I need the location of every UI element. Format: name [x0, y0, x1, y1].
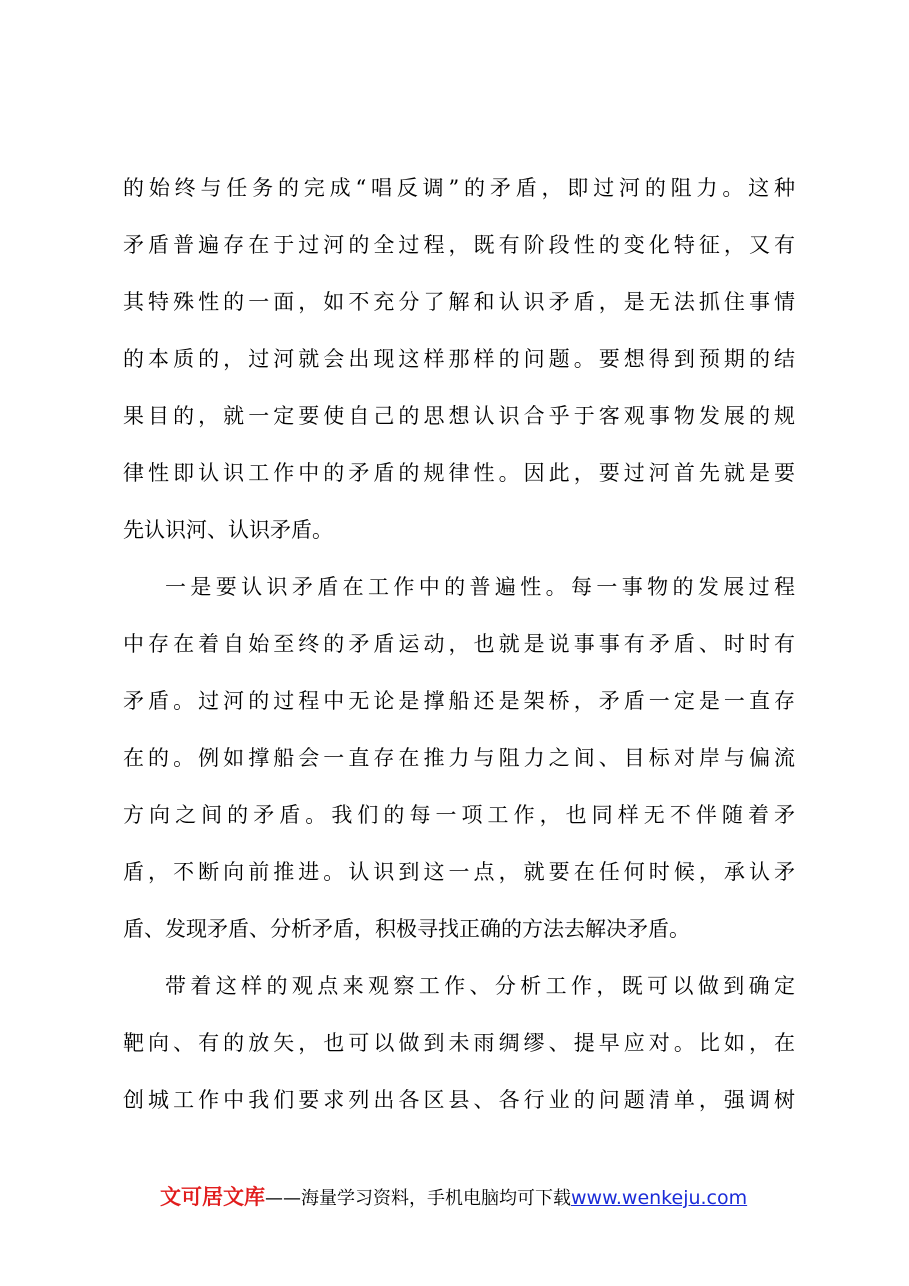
document-body: [123, 160, 795, 1129]
text-line: 其特殊性的一面，如不充分了解和认识矛盾，是无法抓住事情: [123, 290, 795, 314]
text-line: 中存在着自始至终的矛盾运动，也就是说事事有矛盾、时时有: [123, 632, 795, 656]
text-line: 在的。例如撑船会一直存在推力与阻力之间、目标对岸与偏流: [123, 746, 795, 770]
text-line: 矛盾普遍存在于过河的全过程，既有阶段性的变化特征，又有: [123, 233, 795, 257]
text-line: 靶向、有的放矢，也可以做到未雨绸缪、提早应对。比如，在: [123, 1031, 795, 1055]
text-line: 盾，不断向前推进。认识到这一点，就要在任何时候，承认矛: [123, 860, 795, 884]
text-line: 先认识河、认识矛盾。: [123, 518, 333, 542]
text-line: 带着这样的观点来观察工作、分析工作，既可以做到确定: [165, 974, 795, 998]
page-footer: [160, 1182, 780, 1212]
text-line: 律性即认识工作中的矛盾的规律性。因此，要过河首先就是要: [123, 461, 795, 485]
text-line: 的本质的，过河就会出现这样那样的问题。要想得到预期的结: [123, 347, 795, 371]
text-line: 创城工作中我们要求列出各区县、各行业的问题清单，强调树: [123, 1088, 795, 1112]
text-line: 果目的，就一定要使自己的思想认识合乎于客观事物发展的规: [123, 404, 795, 428]
text-line: 方向之间的矛盾。我们的每一项工作，也同样无不伴随着矛: [123, 803, 795, 827]
footer-tagline: ——海量学习资料，手机电脑均可下载: [265, 1188, 571, 1209]
text-line: 的始终与任务的完成“唱反调”的矛盾，即过河的阻力。这种: [123, 176, 795, 200]
text-line: 矛盾。过河的过程中无论是撑船还是架桥，矛盾一定是一直存: [123, 689, 795, 713]
text-line: 一是要认识矛盾在工作中的普遍性。每一事物的发展过程: [165, 575, 795, 599]
footer-website-link[interactable]: www.wenkeju.com: [571, 1187, 748, 1209]
text-line: 盾、发现矛盾、分析矛盾，积极寻找正确的方法去解决矛盾。: [123, 917, 690, 941]
footer-brand: 文可居文库: [160, 1185, 265, 1209]
